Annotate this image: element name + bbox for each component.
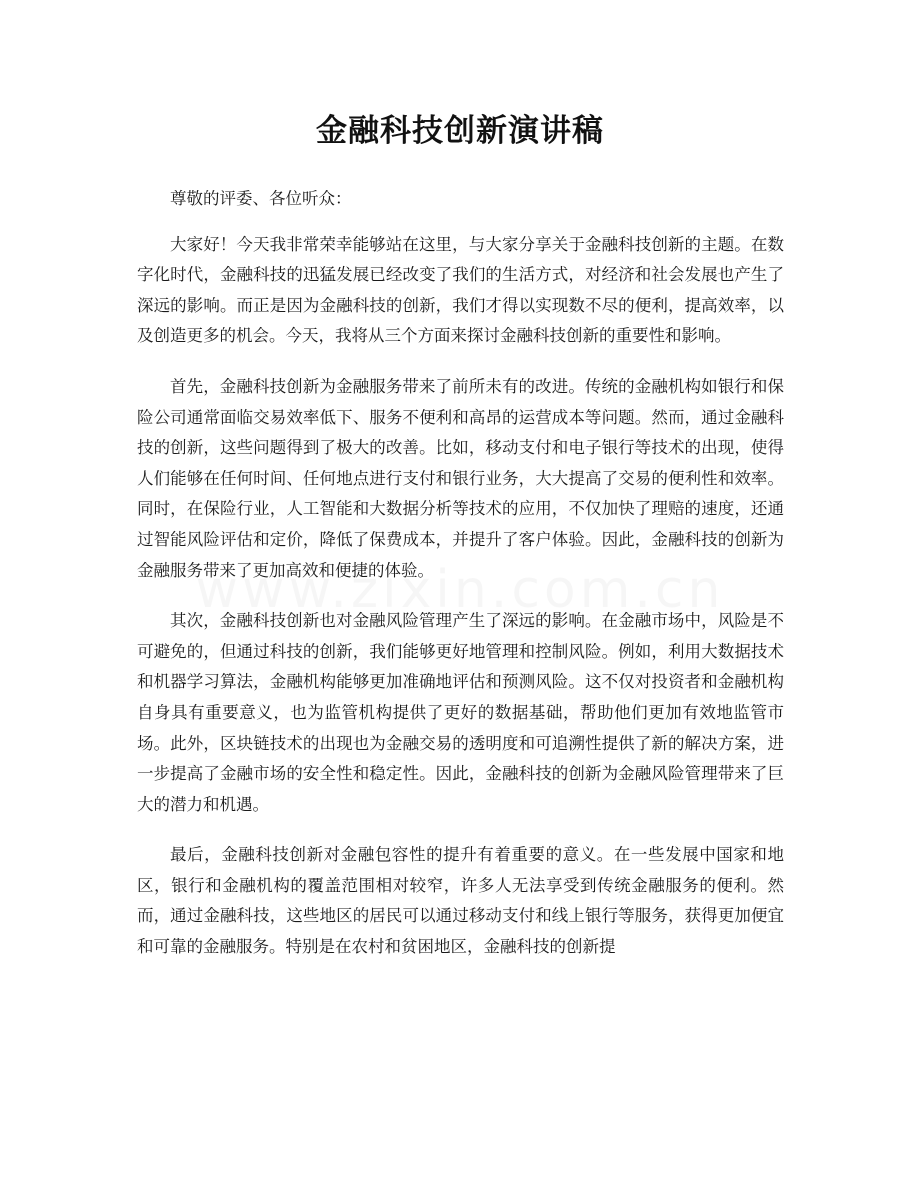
- paragraph-3: 其次，金融科技创新也对金融风险管理产生了深远的影响。在金融市场中，风险是不可避免的，但通过科技的创新，我们能够更好地管理和控制风险。例如，利用大数据技术和机器学习算法，金融机构能够更加准确地评估和预测风险。这不仅对投资者和金融机构自身具有重要意义，也为监管机构提供了更好的数据基础，帮助他们更加有效地监管市场。此外，区块链技术的出现也为金融交易的透明度和可追溯性提供了新的解决方案，进一步提高了金融市场的安全性和稳定性。因此，金融科技的创新为金融风险管理带来了巨大的潜力和机遇。: [137, 611, 784, 814]
- paragraph-4: 最后，金融科技创新对金融包容性的提升有着重要的意义。在一些发展中国家和地区，银行和金融机构的覆盖范围相对较窄，许多人无法享受到传统金融服务的便利。然而，通过金融科技，这些地区的居民可以通过移动支付和线上银行等服务，获得更加便宜和可靠的金融服务。特别是在农村和贫困地区，金融科技的创新提: [137, 845, 784, 957]
- paragraph-2: 首先，金融科技创新为金融服务带来了前所未有的改进。传统的金融机构如银行和保险公司通常面临交易效率低下、服务不便利和高昂的运营成本等问题。然而，通过金融科技的创新，这些问题得到了极大的改善。比如，移动支付和电子银行等技术的出现，使得人们能够在任何时间、任何地点进行支付和银行业务，大大提高了交易的便利性和效率。同时，在保险行业，人工智能和大数据分析等技术的应用，不仅加快了理赔的速度，还通过智能风险评估和定价，降低了保费成本，并提升了客户体验。因此，金融科技的创新为金融服务带来了更加高效和便捷的体验。: [137, 376, 784, 580]
- paragraph-1: 大家好！今天我非常荣幸能够站在这里，与大家分享关于金融科技创新的主题。在数字化时代，金融科技的迅猛发展已经改变了我们的生活方式，对经济和社会发展也产生了深远的影响。而正是因为金融科技的创新，我们才得以实现数不尽的便利，提高效率，以及创造更多的机会。今天，我将从三个方面来探讨金融科技创新的重要性和影响。: [137, 234, 784, 346]
- document-body: [137, 184, 784, 983]
- document-title: 金融科技创新演讲稿: [316, 113, 604, 149]
- salutation: 尊敬的评委、各位听众：: [170, 189, 352, 208]
